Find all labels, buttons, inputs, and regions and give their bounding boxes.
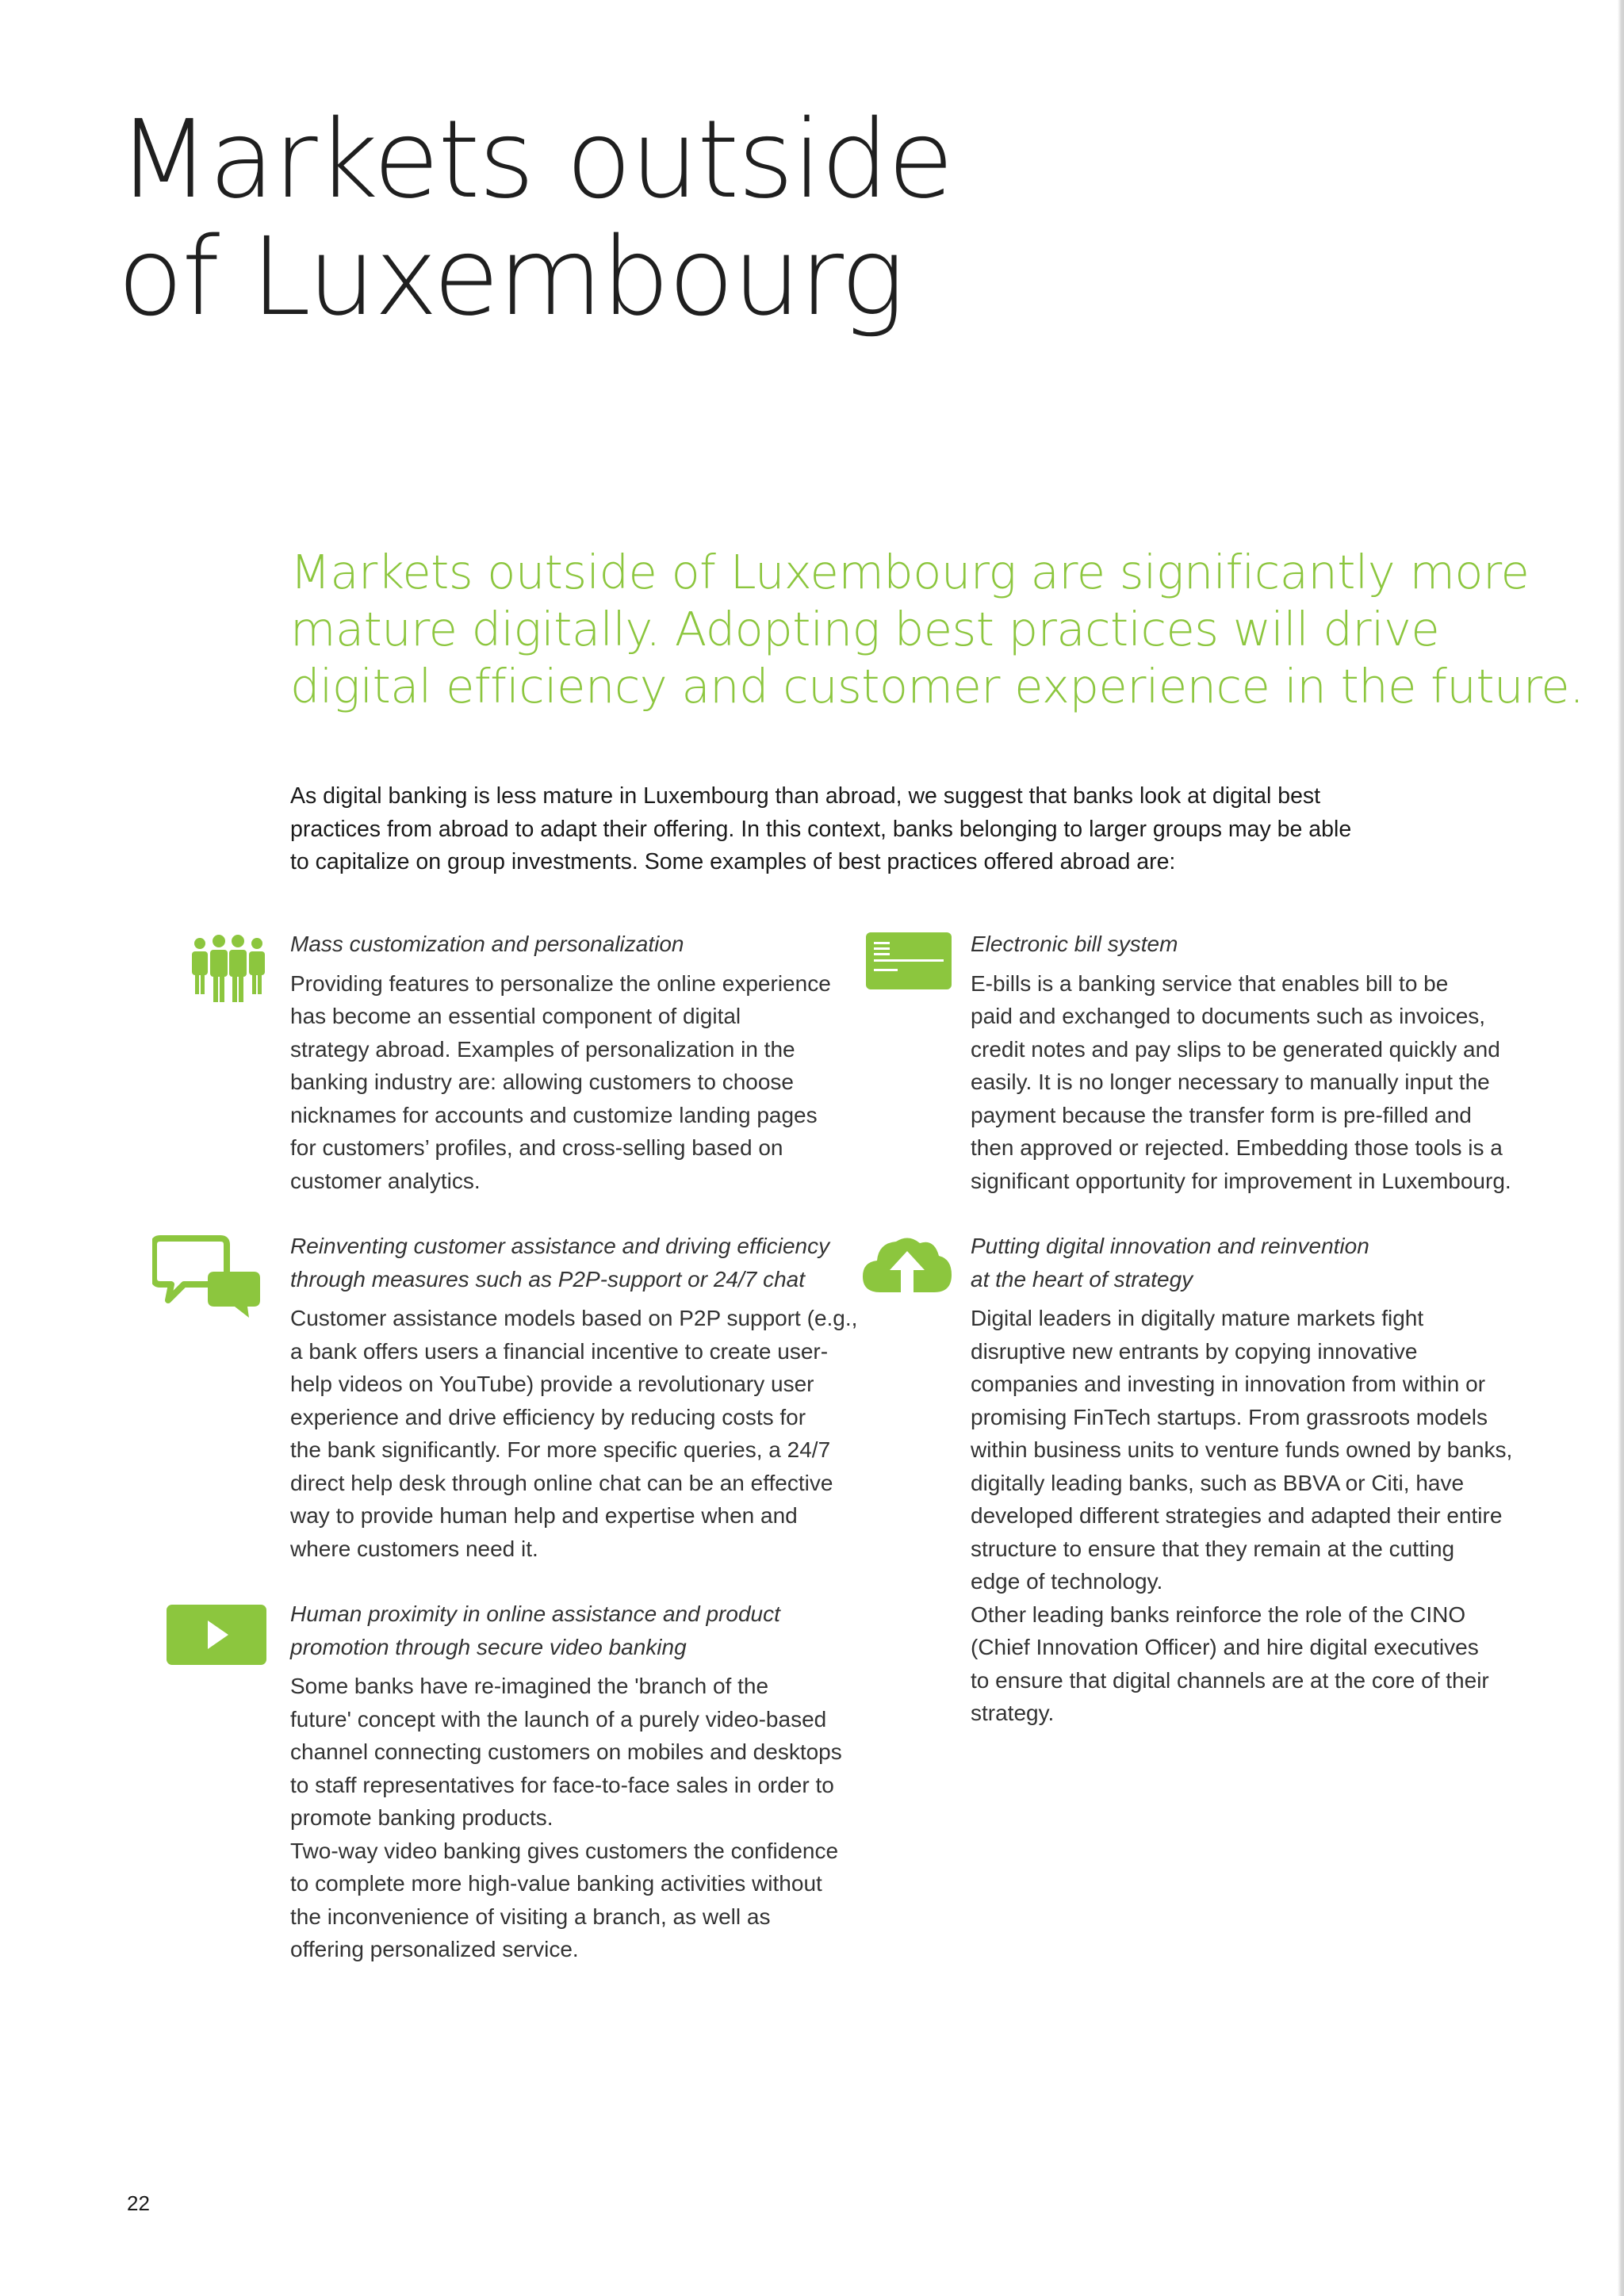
section-body-line: significant opportunity for improvement in Luxembourg. xyxy=(971,1168,1511,1193)
section-body-line: banking industry are: allowing customers to choose xyxy=(290,1070,795,1094)
section-body-line: offering personalized service. xyxy=(290,1937,579,1961)
page-title-line: of Luxembourg xyxy=(117,215,904,340)
chat-bubbles-icon xyxy=(152,1234,263,1319)
section-heading-line: Human proximity in online assistance and product xyxy=(290,1601,780,1626)
section-body-line: companies and investing in innovation from within or xyxy=(971,1372,1486,1396)
section-body-line: to ensure that digital channels are at the core of their xyxy=(971,1667,1489,1693)
section-body-line: strategy. xyxy=(971,1701,1055,1725)
section-body-line: where customers need it. xyxy=(290,1536,538,1561)
section-body-line: strategy abroad. Examples of personalization in the xyxy=(290,1036,795,1062)
section-body xyxy=(971,967,1542,1198)
section-body-line: channel connecting customers on mobiles and desktops xyxy=(290,1739,842,1764)
section-body-line: payment because the transfer form is pre-filled and xyxy=(971,1102,1472,1127)
page-title xyxy=(117,98,952,340)
section-body-line: has become an essential component of digital xyxy=(290,1004,741,1028)
section-assistance xyxy=(290,1230,861,1565)
section-body-line: paid and exchanged to documents such as invoices, xyxy=(971,1004,1486,1028)
section-heading-line: at the heart of strategy xyxy=(971,1266,1193,1292)
section-body-line: help videos on YouTube) provide a revolutionary user xyxy=(290,1372,814,1396)
people-group-icon xyxy=(190,932,266,1005)
bill-card-icon xyxy=(866,932,952,989)
section-body-line: Digital leaders in digitally mature markets fight xyxy=(971,1306,1424,1330)
section-heading-line: Putting digital innovation and reinvention xyxy=(971,1234,1369,1258)
section-body-line: promising FinTech startups. From grassroots models xyxy=(971,1404,1488,1429)
section-body-line: nicknames for accounts and customize landing pages xyxy=(290,1102,818,1127)
section-body-line: developed different strategies and adapted their entire xyxy=(971,1503,1503,1528)
section-body-line: structure to ensure that they remain at the cutting xyxy=(971,1536,1455,1561)
section-body-line: Customer assistance models based on P2P support (e.g., xyxy=(290,1306,858,1330)
section-innovation xyxy=(971,1230,1542,1730)
lead-line: Markets outside of Luxembourg are significantly more xyxy=(290,545,1530,599)
section-body-line: within business units to venture funds owned by banks, xyxy=(971,1437,1513,1462)
section-body xyxy=(290,1670,861,1966)
section-heading-line: Reinventing customer assistance and driving efficiency xyxy=(290,1234,830,1258)
intro-paragraph xyxy=(290,780,1448,879)
section-body-line: then approved or rejected. Embedding those tools is a xyxy=(971,1135,1503,1160)
section-body-line: direct help desk through online chat can be an effective xyxy=(290,1470,833,1495)
intro-line: to capitalize on group investments. Some examples of best practices offered abroad are: xyxy=(290,849,1176,874)
lead-line: digital efficiency and customer experience in the future. xyxy=(290,659,1584,714)
video-play-icon xyxy=(167,1605,266,1665)
section-heading-line: Electronic bill system xyxy=(971,932,1178,956)
section-body-line: Two-way video banking gives customers the confidence xyxy=(290,1838,839,1863)
section-video xyxy=(290,1598,861,1966)
section-heading xyxy=(971,928,1542,961)
section-body-line: experience and drive efficiency by reducing costs for xyxy=(290,1404,806,1429)
page-number: 22 xyxy=(127,2191,150,2215)
intro-line: As digital banking is less mature in Luxembourg than abroad, we suggest that banks look at digital best xyxy=(290,783,1321,809)
section-body-line: Some banks have re-imagined the 'branch of the xyxy=(290,1674,769,1698)
section-ebill xyxy=(971,928,1542,1197)
section-body-line: edge of technology. xyxy=(971,1569,1163,1594)
section-heading-line: Mass customization and personalization xyxy=(290,932,684,956)
section-body-line: (Chief Innovation Officer) and hire digital executives xyxy=(971,1635,1479,1659)
section-heading-line: promotion through secure video banking xyxy=(290,1634,687,1659)
section-body-line: easily. It is no longer necessary to manually input the xyxy=(971,1070,1490,1094)
section-heading xyxy=(290,1230,861,1295)
section-body-line: the inconvenience of visiting a branch, as well as xyxy=(290,1904,771,1929)
section-body-line: way to provide human help and expertise when and xyxy=(290,1503,798,1528)
section-body-line: Other leading banks reinforce the role of the CINO xyxy=(971,1601,1466,1627)
section-body-line: E-bills is a banking service that enables bill to be xyxy=(971,970,1449,996)
page-edge xyxy=(1618,0,1624,2296)
section-body-line: digitally leading banks, such as BBVA or Citi, have xyxy=(971,1470,1465,1495)
section-body-line: disruptive new entrants by copying innovative xyxy=(971,1338,1418,1364)
section-heading xyxy=(290,1598,861,1663)
section-body-line: a bank offers users a financial incentive to create user- xyxy=(290,1338,829,1364)
section-body-line: customer analytics. xyxy=(290,1168,481,1193)
section-body-line: future' concept with the launch of a purely video-based xyxy=(290,1706,827,1732)
intro-line: practices from abroad to adapt their offering. In this context, banks belonging to larger groups may be able xyxy=(290,816,1352,842)
section-body xyxy=(290,967,861,1198)
section-body-line: to complete more high-value banking activities without xyxy=(290,1871,822,1896)
section-body-line: Providing features to personalize the online experience xyxy=(290,970,831,996)
section-personalization xyxy=(290,928,861,1197)
section-body-line: the bank significantly. For more specific queries, a 24/7 xyxy=(290,1437,831,1462)
section-body-line: for customers’ profiles, and cross-selling based on xyxy=(290,1135,783,1160)
section-body-line: to staff representatives for face-to-face sales in order to xyxy=(290,1772,834,1797)
section-body-line: promote banking products. xyxy=(290,1805,553,1830)
lead-statement xyxy=(290,544,1584,715)
section-body xyxy=(290,1302,861,1565)
section-heading xyxy=(290,928,861,961)
section-body-line: credit notes and pay slips to be generated quickly and xyxy=(971,1036,1500,1062)
section-body xyxy=(971,1302,1542,1730)
page-title-line: Markets outside xyxy=(117,98,952,223)
cloud-upload-icon xyxy=(861,1234,953,1294)
lead-line: mature digitally. Adopting best practices will drive xyxy=(290,602,1440,656)
section-heading-line: through measures such as P2P-support or 24/7 chat xyxy=(290,1266,806,1292)
section-heading xyxy=(971,1230,1542,1295)
